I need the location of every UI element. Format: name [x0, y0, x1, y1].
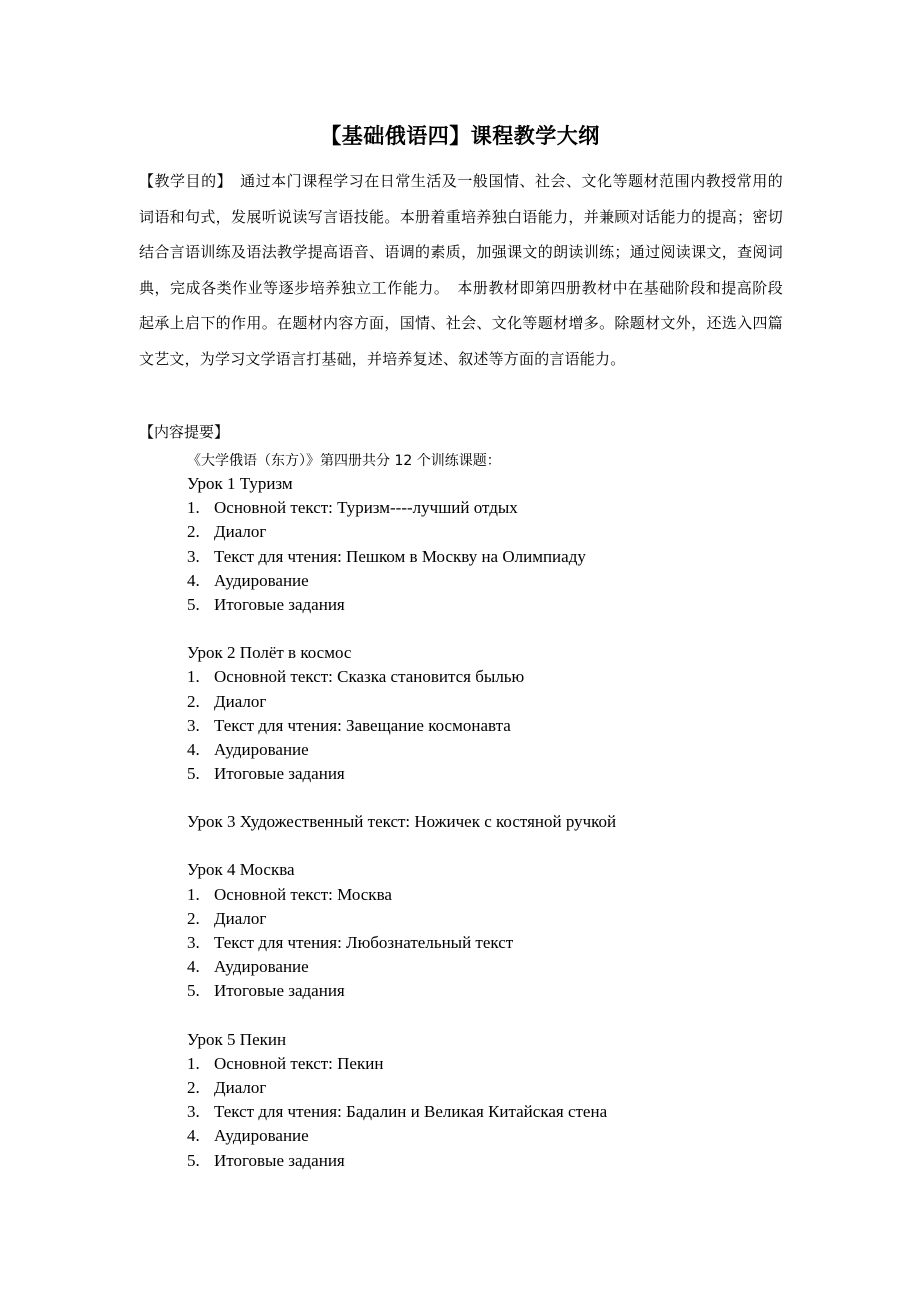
lesson-item	[187, 762, 787, 786]
item-text: Итоговые задания	[214, 594, 345, 614]
teaching-purpose-text: 通过本门课程学习在日常生活及一般国情、社会、文化等题材范围内教授常用的词语和句式，发展听说读写言语技能。本册着重培养独白语能力，并兼顾对话能力的提高；密切结合言语训练及语法教学提高语音、语调的素质，加强课文的朗读训练；通过阅读课文，查阅词典，完成各类作业等逐步培养独立工作能力。 本册教材即第四册教材中在基础阶段和提高阶段起承上启下的作用。在题材内容方面，国情、社会、文化等题材增多。除题材文外，还选入四篇文艺文，为学习文学语言打基础，并培养复述、叙述等方面的言语能力。	[139, 172, 783, 368]
item-text: Основной текст: Сказка становится былью	[214, 667, 525, 687]
lesson-item	[187, 1124, 787, 1148]
lesson-item	[187, 690, 787, 714]
lesson-item	[187, 931, 787, 955]
item-text: Основной текст: Пекин	[214, 1053, 384, 1073]
item-text: Итоговые задания	[214, 981, 345, 1001]
lesson-item	[187, 520, 787, 544]
item-text: Диалог	[214, 522, 267, 542]
item-text: Диалог	[214, 1077, 267, 1097]
lesson-item	[187, 907, 787, 931]
lesson-item	[187, 569, 787, 593]
item-number: 1.	[187, 498, 200, 518]
item-number: 5.	[187, 764, 200, 784]
item-number: 4.	[187, 957, 200, 977]
lesson-item	[187, 1100, 787, 1124]
item-number: 5.	[187, 1150, 200, 1170]
lesson-item	[187, 738, 787, 762]
lesson-block	[187, 641, 787, 786]
lesson-item	[187, 955, 787, 979]
teaching-purpose-tag: 【教学目的】	[139, 172, 233, 190]
lesson-item	[187, 714, 787, 738]
lesson-item	[187, 883, 787, 907]
item-text: Текст для чтения: Любознательный текст	[214, 933, 514, 952]
lesson-title: Урок 1 Туризм	[187, 474, 293, 493]
lesson-title: Урок 2 Полёт в космос	[187, 643, 352, 663]
item-number: 3.	[187, 546, 200, 566]
item-number: 2.	[187, 1077, 200, 1097]
lesson-title: Урок 4 Москва	[187, 860, 295, 880]
lesson-block	[187, 1028, 787, 1173]
lesson-item	[187, 979, 787, 1003]
lesson-block	[187, 810, 787, 834]
teaching-purpose-paragraph	[139, 164, 783, 377]
item-text: Итоговые задания	[214, 764, 345, 784]
item-text: Основной текст: Туризм----лучший отдых	[214, 498, 518, 518]
lesson-item	[187, 496, 787, 520]
item-text: Диалог	[214, 908, 267, 928]
item-number: 2.	[187, 908, 200, 928]
item-text: Аудирование	[214, 570, 309, 590]
item-number: 3.	[187, 933, 200, 952]
item-text: Диалог	[214, 691, 267, 711]
item-number: 1.	[187, 667, 200, 687]
page-title: 【基础俄语四】课程教学大纲	[320, 124, 600, 148]
item-number: 5.	[187, 594, 200, 614]
lesson-item	[187, 545, 787, 569]
item-number: 4.	[187, 739, 200, 759]
lesson-item	[187, 593, 787, 617]
item-text: Аудирование	[214, 957, 309, 977]
item-text: Основной текст: Москва	[214, 884, 392, 904]
lesson-item	[187, 1076, 787, 1100]
item-number: 1.	[187, 1053, 200, 1073]
item-number: 3.	[187, 1102, 200, 1122]
lesson-item	[187, 665, 787, 689]
item-number: 5.	[187, 981, 200, 1001]
item-text: Аудирование	[214, 1126, 309, 1146]
item-number: 4.	[187, 1126, 200, 1146]
item-text: Аудирование	[214, 739, 309, 759]
item-text: Текст для чтения: Пешком в Москву на Олимпиаду	[214, 546, 586, 566]
lesson-item	[187, 1052, 787, 1076]
lesson-title: Урок 5 Пекин	[187, 1029, 287, 1049]
item-number: 3.	[187, 715, 200, 735]
lesson-block	[187, 858, 787, 1003]
lesson-item	[187, 1149, 787, 1173]
item-text: Текст для чтения: Завещание космонавта	[214, 715, 511, 735]
content-summary-tag: 【内容提要】	[139, 423, 230, 441]
item-number: 4.	[187, 570, 200, 590]
item-number: 1.	[187, 884, 200, 904]
lesson-list	[187, 472, 787, 1197]
item-text: Итоговые задания	[214, 1150, 345, 1170]
lesson-block	[187, 472, 787, 617]
item-number: 2.	[187, 522, 200, 542]
textbook-intro: 《大学俄语（东方）》第四册共分 12 个训练课题：	[187, 453, 501, 469]
item-text: Текст для чтения: Бадалин и Великая Китайская стена	[214, 1102, 608, 1122]
item-number: 2.	[187, 691, 200, 711]
lesson-title: Урок 3 Художественный текст: Ножичек с костяной ручкой	[187, 812, 617, 832]
